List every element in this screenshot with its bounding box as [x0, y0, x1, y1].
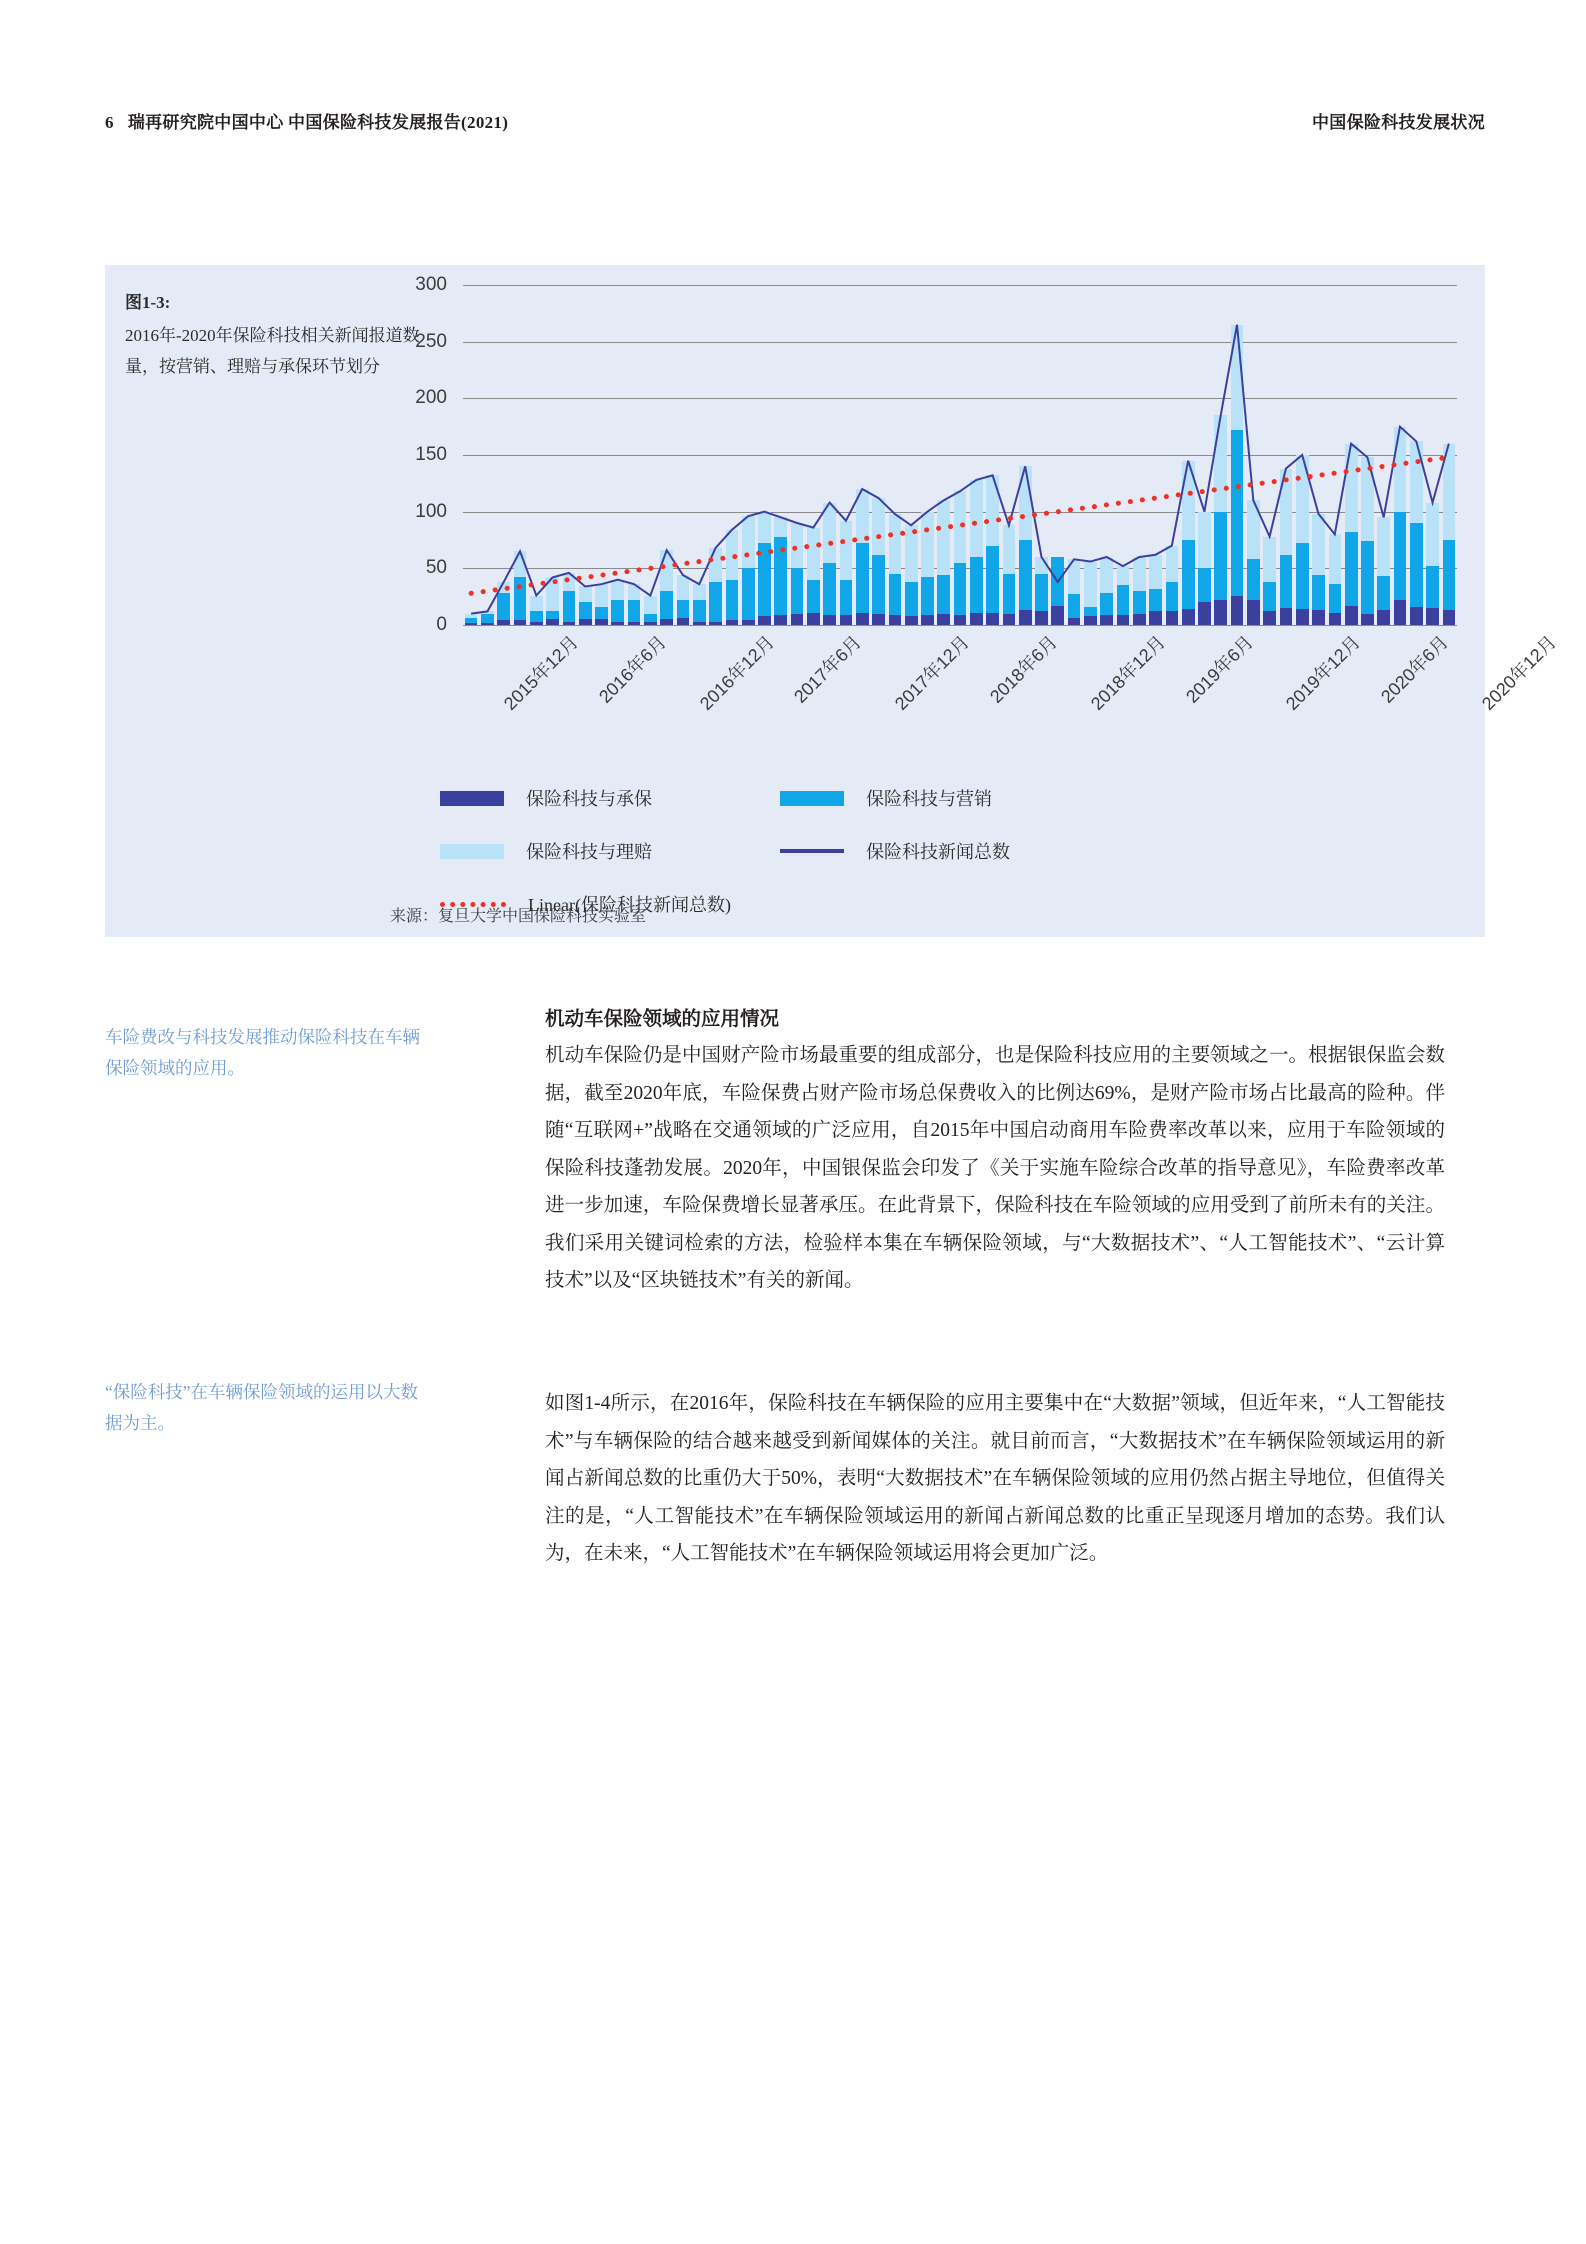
x-axis-tick: 2019年6月 — [1181, 631, 1257, 707]
x-axis-tick: 2016年12月 — [695, 631, 778, 714]
x-axis-tick: 2015年12月 — [500, 631, 583, 714]
x-axis-tick: 2019年12月 — [1282, 631, 1365, 714]
legend-label-trend: Linear(保险科技新闻总数) — [528, 895, 731, 915]
legend-label-marketing: 保险科技与营销 — [866, 789, 992, 809]
running-head-right-text: 中国保险科技发展状况 — [1312, 113, 1485, 132]
x-axis-tick: 2017年12月 — [891, 631, 974, 714]
figure-number: 图1-3: — [125, 293, 171, 312]
chart-legend — [440, 785, 1180, 917]
figure-title: 2016年-2020年保险科技相关新闻报道数量，按营销、理赔与承保环节划分 — [125, 326, 420, 376]
legend-swatch-marketing — [780, 791, 844, 806]
body-heading: 机动车保险领域的应用情况 — [545, 1009, 780, 1030]
x-axis-tick: 2018年6月 — [986, 631, 1062, 707]
running-head — [105, 108, 1485, 133]
x-axis-tick: 2020年6月 — [1377, 631, 1453, 707]
body-section-2 — [545, 1385, 1445, 1573]
page-number: 6 — [105, 113, 114, 132]
y-axis-tick: 150 — [415, 444, 447, 465]
x-axis-labels — [463, 629, 1560, 799]
x-axis-tick: 2018年12月 — [1086, 631, 1169, 714]
legend-label-claims: 保险科技与理赔 — [526, 842, 652, 862]
legend-item-marketing — [780, 785, 1120, 811]
legend-swatch-claims — [440, 844, 504, 859]
margin-note-2: “保险科技”在车辆保险领域的运用以大数据为主。 — [105, 1382, 419, 1433]
figure-panel — [105, 265, 1560, 937]
x-axis-tick: 2016年6月 — [594, 631, 670, 707]
legend-swatch-total-line — [780, 849, 844, 853]
margin-note-1: 车险费改与科技发展推动保险科技在车辆保险领域的应用。 — [105, 1027, 420, 1078]
legend-item-underwriting — [440, 785, 780, 811]
figure-source: 来源：复旦大学中国保险科技实验室 — [390, 908, 647, 925]
body-paragraph-2: 如图1-4所示，在2016年，保险科技在车辆保险的应用主要集中在“大数据”领域，但近年来，“人工智能技术”与车辆保险的结合越来越受到新闻媒体的关注。就目前而言，“大数据技术”在车辆保险领域运用的新闻占新闻总数的比重仍大于50%，表明“大数据技术”在车辆保险领域的应用仍然占据主导地位，但值得关注的是，“人工智能技术”在车辆保险领域运用的新闻占新闻总数的比重正呈现逐月增加的态势。我们认为，在未来，“人工智能技术”在车辆保险领域运用将会更加广泛。 — [545, 1393, 1445, 1564]
legend-item-total-line — [780, 838, 1120, 864]
legend-label-total-line: 保险科技新闻总数 — [866, 842, 1010, 862]
legend-item-claims — [440, 838, 780, 864]
y-axis-tick: 100 — [415, 500, 447, 522]
y-axis-labels — [395, 274, 455, 635]
gridline — [463, 625, 1457, 626]
x-axis-tick: 2017年6月 — [790, 631, 866, 707]
body-paragraph-1: 机动车保险仍是中国财产险市场最重要的组成部分，也是保险科技应用的主要领域之一。根据银保监会数据，截至2020年底，车险保费占财产险市场总保费收入的比例达69%，是财产险市场占比最高的险种。伴随“互联网+”战略在交通领域的广泛应用，自2015年中国启动商用车险费率改革以来，应用于车险领域的保险科技蓬勃发展。2020年，中国银保监会印发了《关于实施车险综合改革的指导意见》，车险费率改革进一步加速，车险保费增长显著承压。在此背景下，保险科技在车险领域的应用受到了前所未有的关注。我们采用关键词检索的方法，检验样本集在车辆保险领域，与“大数据技术”、“人工智能技术”、“云计算技术”以及“区块链技术”有关的新闻。 — [545, 1045, 1445, 1291]
y-axis-tick: 0 — [436, 614, 447, 635]
figure-caption — [125, 287, 425, 382]
plot-canvas — [463, 285, 1457, 625]
y-axis-tick: 50 — [425, 557, 447, 579]
legend-swatch-underwriting — [440, 791, 504, 806]
x-axis-tick: 2020年12月 — [1477, 631, 1560, 714]
legend-label-underwriting: 保险科技与承保 — [526, 789, 652, 809]
y-axis-tick: 200 — [415, 387, 447, 409]
line-overlay — [463, 285, 1457, 625]
running-head-left-text: 瑞再研究院中国中心 中国保险科技发展报告(2021) — [127, 113, 509, 132]
chart-plot-area — [395, 274, 1560, 714]
linear-trend-line — [471, 457, 1449, 593]
body-section-1 — [545, 1003, 1445, 1300]
y-axis-tick: 250 — [415, 330, 447, 352]
y-axis-tick: 300 — [415, 274, 447, 295]
total-news-line — [471, 325, 1449, 614]
